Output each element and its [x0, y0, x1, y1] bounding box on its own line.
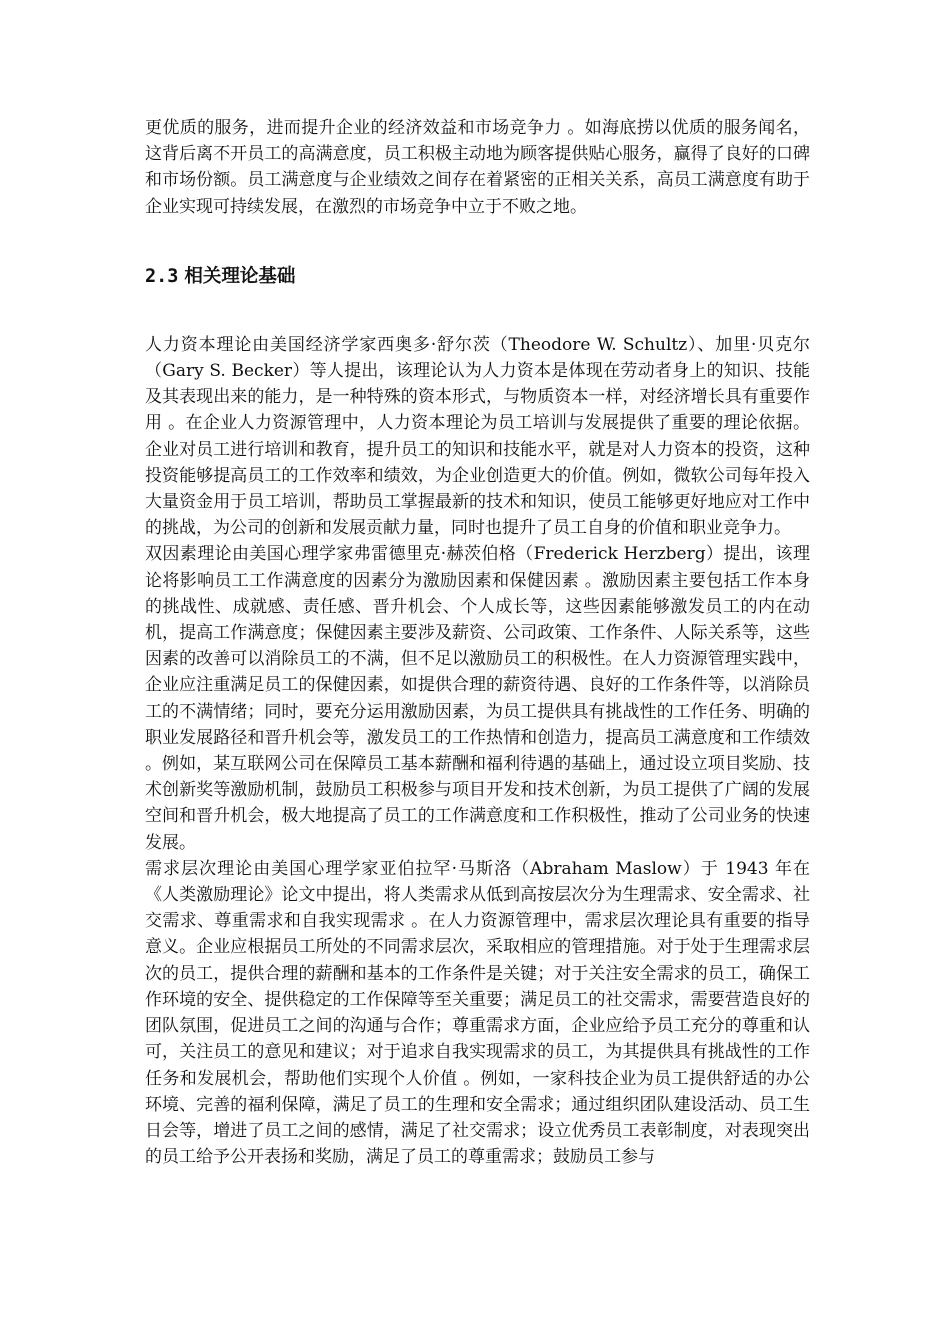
section-number: 2.3: [145, 265, 179, 287]
paragraph-two-factor-theory: 双因素理论由美国心理学家弗雷德里克·赫茨伯格（Frederick Herzberg）提出，该理论将影响员工工作满意度的因素分为激励因素和保健因素 。激励因素主要包括工作本身的挑战性、成就感、责任感、晋升机会、个人成长等，这些因素能够激发员工的内在动机，提高工作满意度；保健因素主要涉及薪资、公司政策、工作条件、人际关系等，这些因素的改善可以消除员工的不满，但不足以激励员工的积极性。在人力资源管理实践中，企业应注重满足员工的保健因素，如提供合理的薪资待遇、良好的工作条件等，以消除员工的不满情绪；同时，要充分运用激励因素，为员工提供具有挑战性的工作任务、明确的职业发展路径和晋升机会等，激发员工的工作热情和创造力，提高员工满意度和工作绩效 。例如，某互联网公司在保障员工基本薪酬和福利待遇的基础上，通过设立项目奖励、技术创新奖等激励机制，鼓励员工积极参与项目开发和技术创新，为员工提供了广阔的发展空间和晋升机会，极大地提高了员工的工作满意度和工作积极性，推动了公司业务的快速发展。: [145, 544, 810, 853]
paragraph-human-capital-theory: 人力资本理论由美国经济学家西奥多·舒尔茨（Theodore W. Schultz）、加里·贝克尔（Gary S. Becker）等人提出，该理论认为人力资本是体现在劳动者身上的知识、技能及其表现出来的能力，是一种特殊的资本形式，与物质资本一样，对经济增长具有重要作用 。在企业人力资源管理中，人力资本理论为员工培训与发展提供了重要的理论依据。企业对员工进行培训和教育，提升员工的知识和技能水平，就是对人力资本的投资，这种投资能够提高员工的工作效率和绩效，为企业创造更大的价值。例如，微软公司每年投入大量资金用于员工培训，帮助员工掌握最新的技术和知识，使员工能够更好地应对工作中的挑战，为公司的创新和发展贡献力量，同时也提升了员工自身的价值和职业竞争力。: [145, 334, 810, 539]
section-title: 相关理论基础: [184, 265, 296, 287]
section-heading: [145, 264, 810, 290]
paragraph-hierarchy-of-needs-theory: 需求层次理论由美国心理学家亚伯拉罕·马斯洛（Abraham Maslow）于 1943 年在《人类激励理论》论文中提出，将人类需求从低到高按层次分为生理需求、安全需求、社交需求、尊重需求和自我实现需求 。在人力资源管理中，需求层次理论具有重要的指导意义。企业应根据员工所处的不同需求层次，采取相应的管理措施。对于处于生理需求层次的员工，提供合理的薪酬和基本的工作条件是关键；对于关注安全需求的员工，确保工作环境的安全、提供稳定的工作保障等至关重要；满足员工的社交需求，需要营造良好的团队氛围，促进员工之间的沟通与合作；尊重需求方面，企业应给予员工充分的尊重和认可，关注员工的意见和建议；对于追求自我实现需求的员工，为其提供具有挑战性的工作任务和发展机会，帮助他们实现个人价值 。例如，一家科技企业为员工提供舒适的办公环境、完善的福利保障，满足了员工的生理和安全需求；通过组织团队建设活动、员工生日会等，增进了员工之间的感情，满足了社交需求；设立优秀员工表彰制度，对表现突出的员工给予公开表扬和奖励，满足了员工的尊重需求；鼓励员工参与: [145, 858, 810, 1168]
intro-paragraph: 更优质的服务，进而提升企业的经济效益和市场竞争力 。如海底捞以优质的服务闻名，这背后离不开员工的高满意度，员工积极主动地为顾客提供贴心服务，赢得了良好的口碑和市场份额。员工满意度与企业绩效之间存在着紧密的正相关关系，高员工满意度有助于企业实现可持续发展，在激烈的市场竞争中立于不败之地。: [145, 118, 810, 217]
document-page: [145, 115, 810, 1170]
